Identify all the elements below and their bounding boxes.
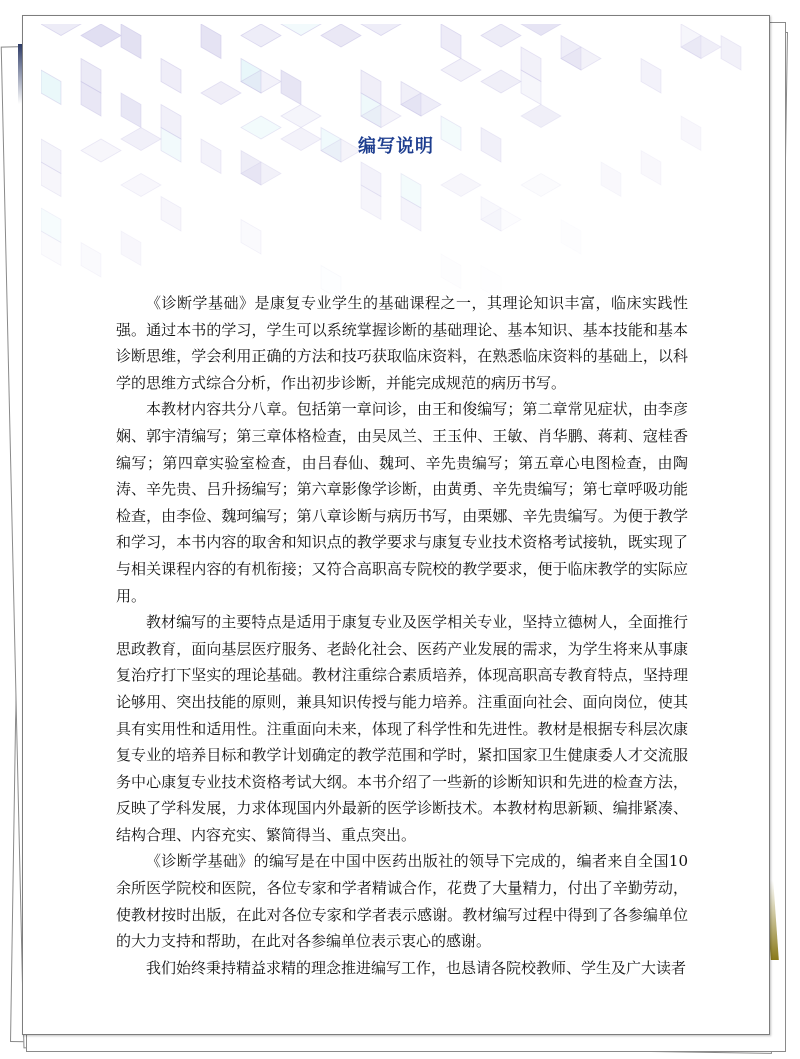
pattern-tile <box>121 24 141 59</box>
paragraph: 《诊断学基础》是康复专业学生的基础课程之一，其理论知识丰富，临床实践性强。通过本书的学习，学生可以系统掌握诊断的基础理论、基本知识、基本技能和基本诊断思维，学会利用正确的方法和技巧获取临床资料，在熟悉临床资料的基础上，以科学的思维方式综合分析，作出初步诊断，并能完成规范的病历书写。 <box>116 294 688 392</box>
pattern-tile <box>321 24 361 47</box>
pattern-tile <box>201 82 241 105</box>
pattern-tile <box>161 197 181 232</box>
paragraph: 我们始终秉持精益求精的理念推进编写工作，也恳请各院校教师、学生及广大读者 <box>146 958 687 977</box>
pattern-tile <box>121 174 161 197</box>
pattern-tile <box>721 36 741 71</box>
pattern-tile <box>641 59 661 94</box>
pattern-tile <box>521 24 561 36</box>
document-body <box>116 290 688 981</box>
pattern-tile <box>241 24 281 47</box>
pattern-tile <box>441 174 481 197</box>
document-page <box>22 15 770 1035</box>
pattern-tile <box>241 220 261 255</box>
paragraph: 教材编写的主要特点是适用于康复专业及医学相关专业，坚持立德树人，全面推行思政教育，面向基层医疗服务、老龄化社会、医药产业发展的需求，为学生将来从事康复治疗打下坚实的理论基础。教材注重综合素质培养，体现高职高专教育特点，坚持理论够用、突出技能的原则，兼具知识传授与能力培养。注重面向社会、面向岗位，使其具有实用性和适用性。注重面向未来，体现了科学性和先进性。教材是根据专科层次康复专业的培养目标和教学计划确定的教学范围和学时，紧扣国家卫生健康委人才交流服务中心康复专业技术资格考试大纲。本书介绍了一些新的诊断知识和先进的检查方法，反映了学科发展，力求体现国内外最新的医学诊断技术。本教材构思新颖、编排紧凑、结构合理、内容充实、繁简得当、重点突出。 <box>116 613 688 844</box>
pattern-tile <box>361 24 401 36</box>
geometric-header-pattern <box>41 24 761 294</box>
paragraph: 《诊断学基础》的编写是在中国中医药出版社的领导下完成的，编者来自全国10余所医学院校和医院，各位专家和学者精诚合作，花费了大量精力，付出了辛勤劳动，使教材按时出版，在此对各位专家和学者表示感谢。教材编写过程中得到了各参编单位的大力支持和帮助，在此对各参编单位表示衷心的感谢。 <box>116 852 688 951</box>
pattern-tile <box>601 162 621 197</box>
pattern-tile <box>601 243 641 266</box>
pattern-tile <box>81 243 101 278</box>
pattern-tile <box>161 59 181 94</box>
pattern-tile <box>481 70 521 93</box>
pattern-tile <box>281 105 321 128</box>
pattern-tile <box>41 70 61 105</box>
pattern-tile <box>281 70 301 105</box>
pattern-tile <box>201 24 221 59</box>
pattern-tile <box>441 24 461 59</box>
page-title: 编写说明 <box>358 136 434 157</box>
pattern-tile <box>81 24 121 47</box>
pattern-tile <box>521 105 561 128</box>
pattern-tile <box>481 24 521 47</box>
pattern-tile <box>441 59 481 82</box>
pattern-tile <box>521 243 561 266</box>
pattern-tile <box>41 24 81 36</box>
pattern-tile <box>521 174 561 197</box>
pattern-tile <box>441 254 461 289</box>
pattern-tile <box>121 93 141 128</box>
paragraph: 本教材内容共分八章。包括第一章问诊，由王和俊编写；第二章常见症状，由李彦娴、郭宇清编写；第三章体格检查，由吴凤兰、王玉仲、王敏、肖华鹏、蒋莉、寇桂香编写；第四章实验室检查，由吕春仙、魏珂、辛先贵编写；第五章心电图检查，由陶涛、辛先贵、吕升扬编写；第六章影像学诊断，由黄勇、辛先贵编写；第七章呼吸功能检查，由李俭、魏珂编写；第八章诊断与病历书写，由栗娜、辛先贵编写。为便于教学和学习，本书内容的取舍和知识点的教学要求与康复专业技术资格考试接轨，既实现了与相关课程内容的有机衔接；又符合高职高专院校的教学要求，便于临床教学的实际应用。 <box>116 400 688 605</box>
pattern-tile <box>281 24 321 36</box>
pattern-tile <box>561 220 581 255</box>
pattern-tile <box>121 231 141 266</box>
